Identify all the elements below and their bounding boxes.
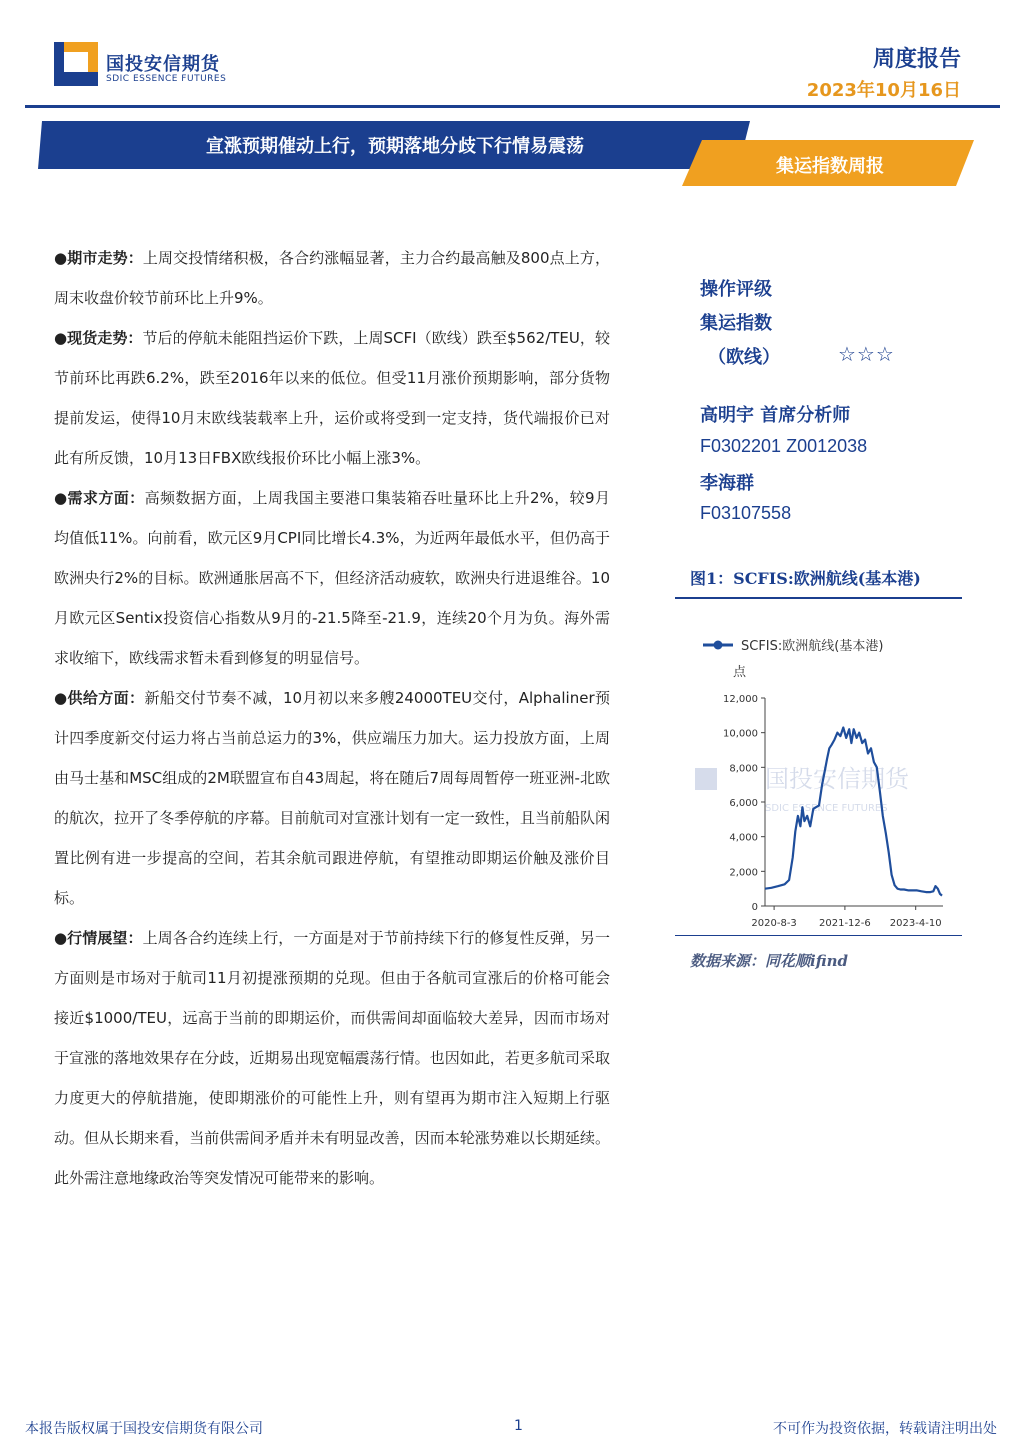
report-date: 2023年10月16日 xyxy=(806,80,961,101)
y-tick-label: 0 xyxy=(751,902,758,913)
rating-stars-icon: ☆☆☆ xyxy=(838,342,895,366)
legend-marker-icon xyxy=(714,641,723,650)
logo-text-en: SDIC ESSENCE FUTURES xyxy=(106,74,227,84)
disclaimer-notice: 不可作为投资依据，转载请注明出处 xyxy=(773,1421,997,1437)
header-divider xyxy=(25,105,1000,108)
rating-product-line: （欧线） xyxy=(708,347,780,368)
report-type: 周度报告 xyxy=(872,47,961,72)
report-headline: 宣涨预期催动上行，预期落地分歧下行情易震荡 xyxy=(206,136,584,157)
watermark-text-en: SDIC ESSENCE FUTURES xyxy=(765,803,888,814)
analyst-license: F0302201 Z0012038 xyxy=(700,436,868,456)
page-number: 1 xyxy=(514,1418,523,1434)
x-tick-label: 2023-4-10 xyxy=(889,918,942,929)
legend-label: SCFIS:欧洲航线(基本港) xyxy=(741,639,884,654)
copyright-notice: 本报告版权属于国投安信期货有限公司 xyxy=(25,1421,263,1437)
watermark-text-cn: 国投安信期货 xyxy=(765,765,909,793)
x-tick-label: 2020-8-3 xyxy=(751,918,797,929)
section-demand xyxy=(54,478,610,678)
y-tick-label: 4,000 xyxy=(729,832,758,844)
figure-bottom-divider xyxy=(675,935,962,936)
section-text: 高频数据方面，上周我国主要港口集装箱吞吐量环比上升2%，较9月均值低11%。向前看，欧元区9月CPI同比增长4.3%，为近两年最低水平，但仍高于欧洲央行2%的目标。欧洲通胀居高不下，但经济活动疲软，欧洲央行进退维谷。10月欧元区Sentix投资信心指数从9月的-21.5降至-21.9，连续20个月为负。海外需求收缩下，欧线需求暂未看到修复的明显信号。 xyxy=(54,489,611,667)
logo-icon xyxy=(54,42,98,86)
section-text: 新船交付节奏不减，10月初以来多艘24000TEU交付，Alphaliner预计四季度新交付运力将占当前总运力的3%，供应端压力加大。运力投放方面，上周由马士基和MSC组成的2M联盟宣布自43周起，将在随后7周每周暂停一班亚洲-北欧的航次，拉开了冬季停航的序幕。目前航司对宣涨计划有一定一致性，且当前船队闲置比例有进一步提高的空间，若其余航司跟进停航，有望推动即期运价触及涨价目标。 xyxy=(54,689,611,907)
watermark-logo-icon xyxy=(695,768,717,790)
section-outlook xyxy=(54,918,610,1198)
section-label: ●期市走势： xyxy=(54,249,143,267)
section-label: ●现货走势： xyxy=(54,329,143,347)
section-spot-trend xyxy=(54,318,610,478)
y-tick-label: 6,000 xyxy=(729,798,758,809)
y-tick-label: 8,000 xyxy=(729,763,758,775)
section-text: 上周各合约连续上行，一方面是对于节前持续下行的修复性反弹，另一方面则是市场对于航司11月初提涨预期的兑现。但由于各航司宣涨后的价格可能会接近$1000/TEU，远高于当前的即期运价，而供需间却面临较大差异，因而市场对于宣涨的落地效果存在分歧，近期易出现宽幅震荡行情。也因如此，若更多航司采取力度更大的停航措施，使即期涨价的可能性上升，则有望再为期市注入短期上行驱动。但从长期来看，当前供需间矛盾并未有明显改善，因而本轮涨势难以长期延续。此外需注意地缘政治等突发情况可能带来的影响。 xyxy=(54,929,610,1187)
y-axis-unit: 点 xyxy=(733,665,747,680)
analyst-name: 李海群 xyxy=(700,473,754,494)
figure-title: 图1：SCFIS:欧洲航线(基本港) xyxy=(690,569,921,588)
logo-text-cn: 国投安信期货 xyxy=(106,54,220,75)
report-category-tag: 集运指数周报 xyxy=(776,156,884,177)
x-tick-group xyxy=(751,906,941,929)
section-label: ●行情展望： xyxy=(54,929,143,947)
y-tick-label: 2,000 xyxy=(729,867,758,879)
section-text: 上周交投情绪积极，各合约涨幅显著，主力合约最高触及800点上方，周末收盘价较节前环比上升9%。 xyxy=(54,249,610,307)
rating-product: 集运指数 xyxy=(700,313,772,334)
scfis-chart xyxy=(675,620,962,936)
analyst-license: F03107558 xyxy=(700,503,792,523)
report-body xyxy=(54,238,610,1198)
y-tick-label: 12,000 xyxy=(723,694,758,705)
section-supply xyxy=(54,678,610,918)
x-tick-label: 2021-12-6 xyxy=(819,918,871,929)
y-tick-label: 10,000 xyxy=(723,728,758,740)
section-futures-trend xyxy=(54,238,610,318)
section-label: ●需求方面： xyxy=(54,489,145,507)
rating-heading: 操作评级 xyxy=(700,279,772,300)
section-text: 节后的停航未能阻挡运价下跌，上周SCFI（欧线）跌至$562/TEU，较节前环比再跌6.2%，跌至2016年以来的低位。但受11月涨价预期影响，部分货物提前发运，使得10月末欧线装载率上升，运价或将受到一定支持，货代端报价已对此有所反馈，10月13日FBX欧线报价环比小幅上涨3%。 xyxy=(54,329,610,467)
data-source: 数据来源：同花顺ifind xyxy=(690,952,848,970)
analyst-name: 高明宇 首席分析师 xyxy=(700,405,851,426)
y-tick-group xyxy=(723,694,765,913)
section-label: ●供给方面： xyxy=(54,689,145,707)
figure-divider xyxy=(675,597,962,599)
